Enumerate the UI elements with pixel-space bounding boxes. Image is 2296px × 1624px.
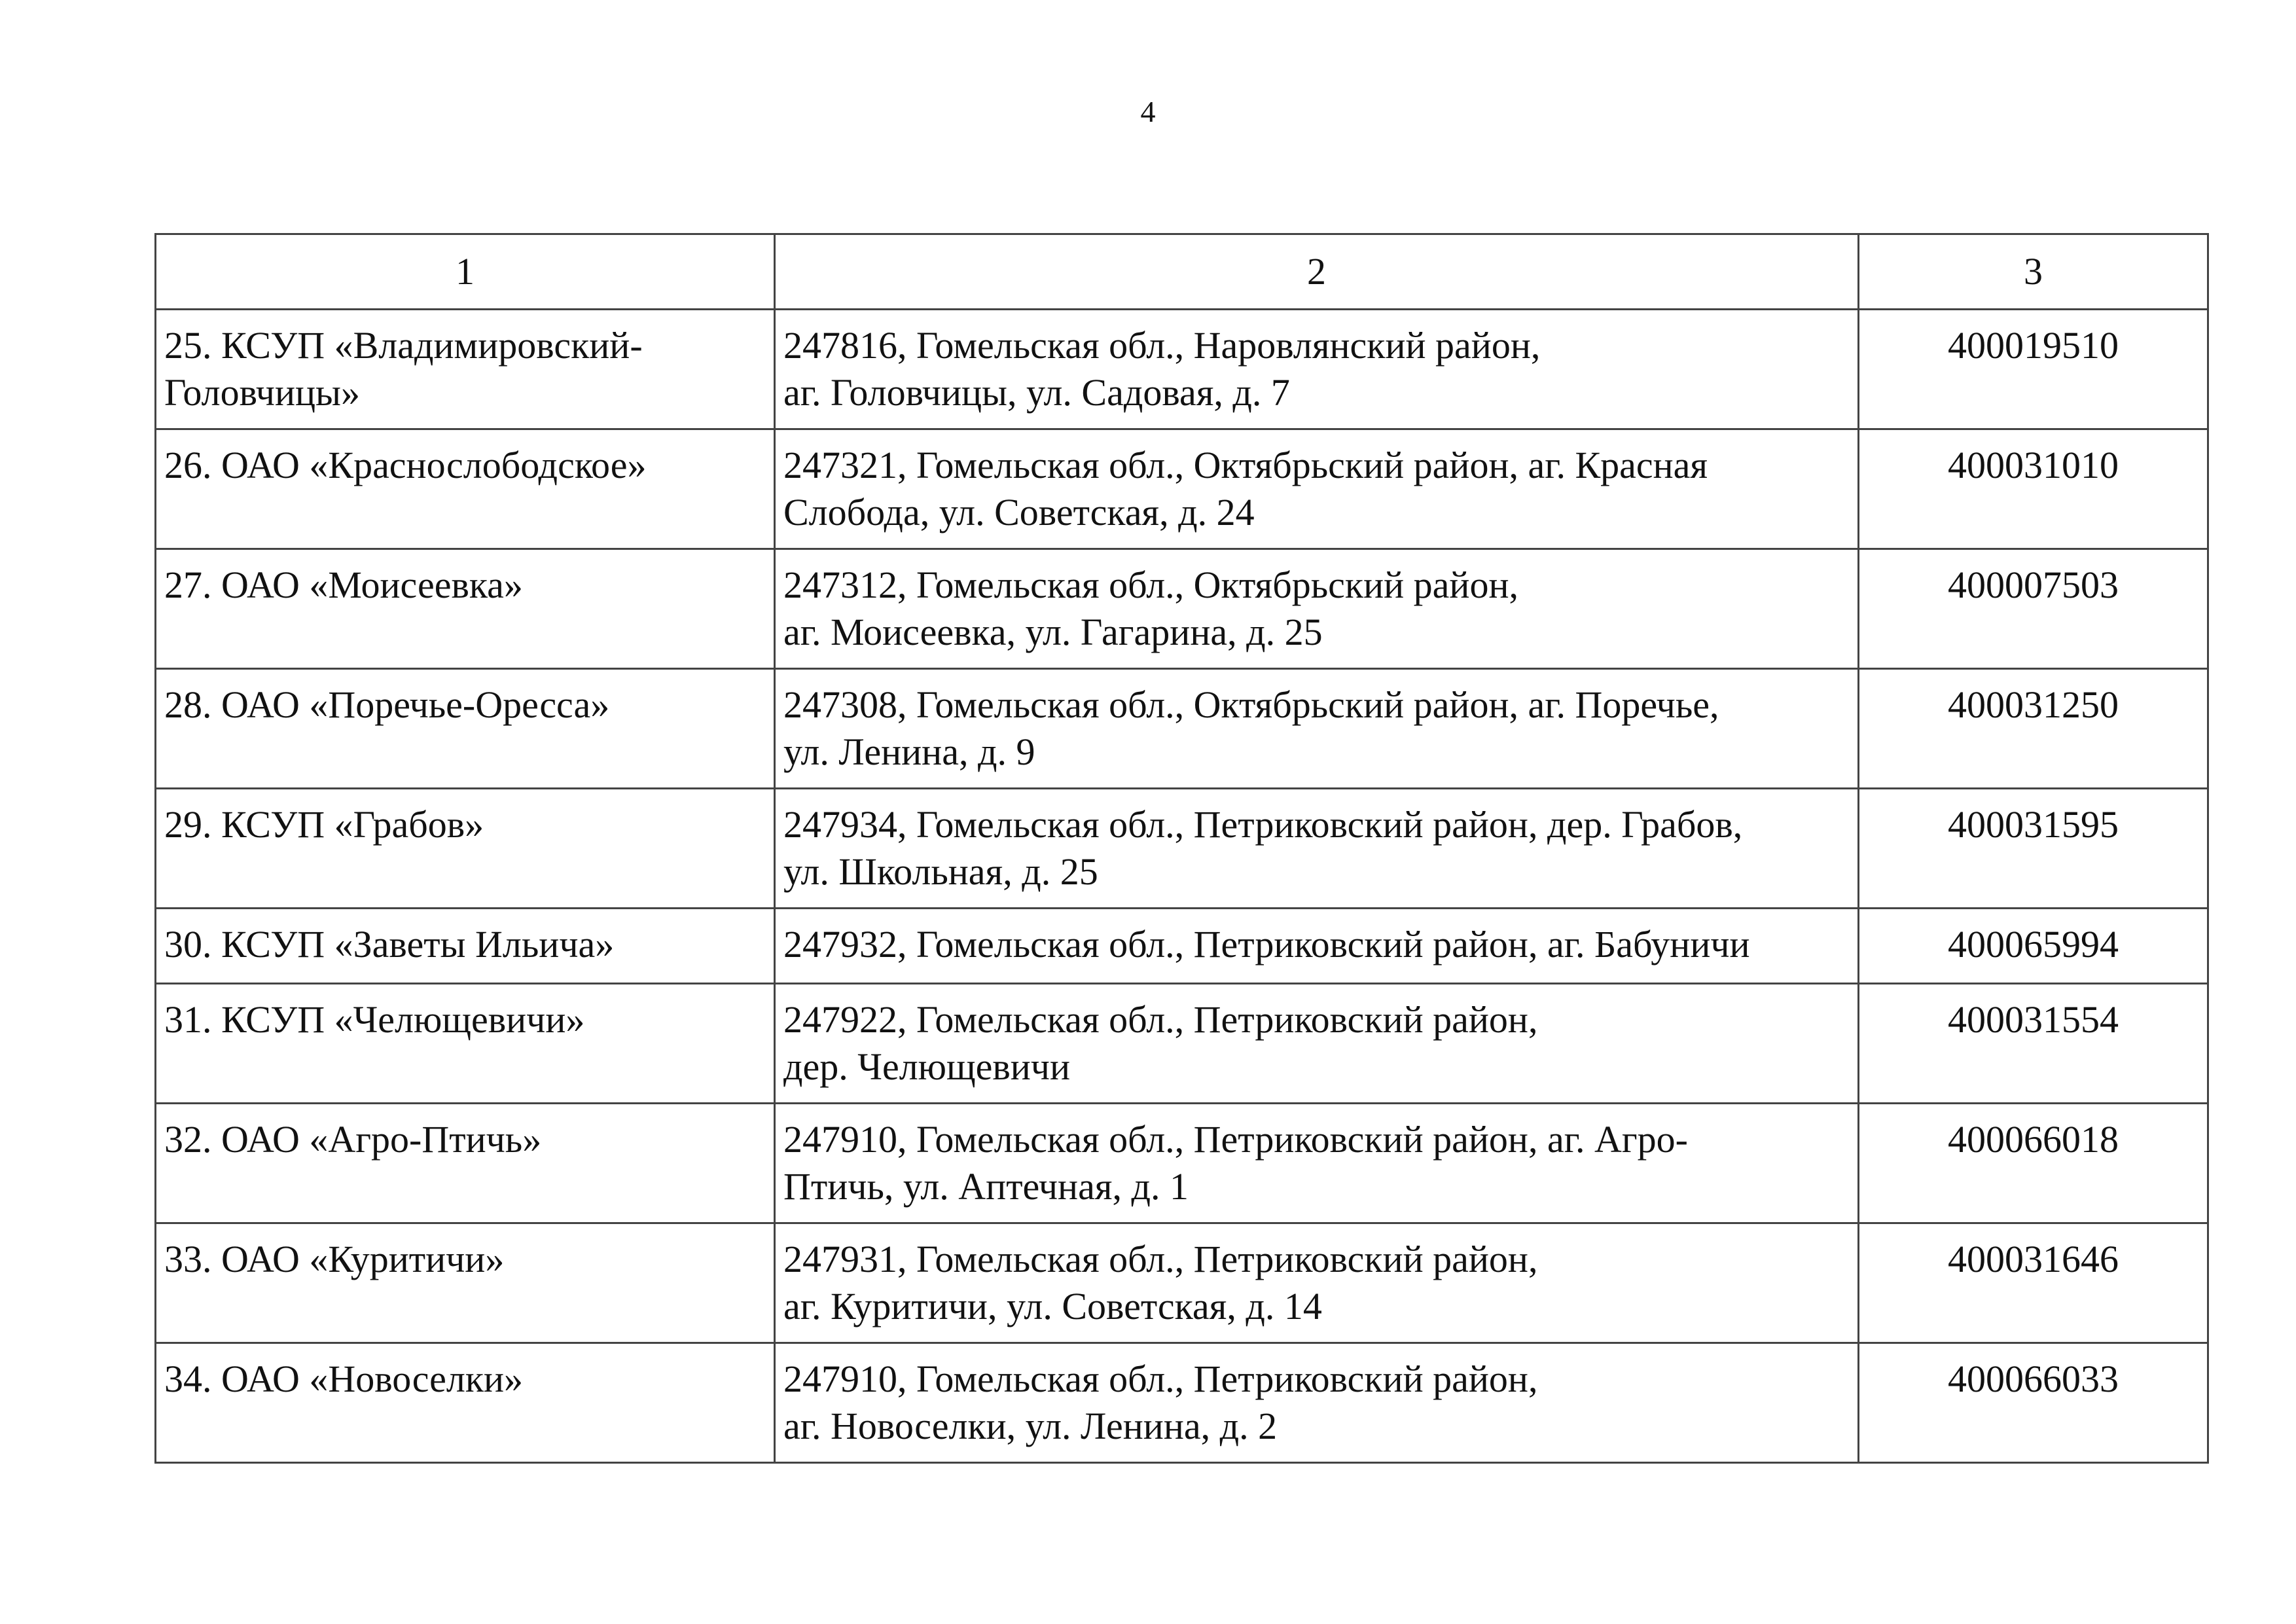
organizations-table (154, 233, 2209, 1464)
code-cell (1859, 549, 2208, 669)
table-row (156, 1104, 2208, 1223)
address-cell (775, 789, 1859, 909)
address-line: Слобода, ул. Советская, д. 24 (783, 491, 1255, 533)
code-cell (1859, 1343, 2208, 1463)
address-line: 247816, Гомельская обл., Наровлянский район, (783, 324, 1541, 367)
table-row (156, 789, 2208, 909)
organization-code: 400065994 (1948, 923, 2119, 965)
organization-code: 400066018 (1948, 1118, 2119, 1161)
address-cell (775, 909, 1859, 984)
page-number: 4 (1140, 95, 1156, 128)
organization-code: 400031010 (1948, 444, 2119, 486)
organization-code: 400031595 (1948, 803, 2119, 846)
address-cell (775, 1343, 1859, 1463)
organization-name-cell (156, 789, 775, 909)
organization-name-line: 27. ОАО «Моисеевка» (164, 564, 523, 606)
address-line: ул. Школьная, д. 25 (783, 850, 1098, 893)
organization-name-line: 31. КСУП «Челющевичи» (164, 998, 585, 1041)
address-cell (775, 669, 1859, 789)
organization-name-cell (156, 984, 775, 1104)
address-line: 247321, Гомельская обл., Октябрьский район, аг. Красная (783, 444, 1708, 486)
organization-name-line: 28. ОАО «Поречье-Оресса» (164, 683, 610, 726)
organization-name-line: 29. КСУП «Грабов» (164, 803, 484, 846)
table-header-row (156, 234, 2208, 310)
organization-name-line: 32. ОАО «Агро-Птичь» (164, 1118, 542, 1161)
address-cell (775, 984, 1859, 1104)
address-line: 247932, Гомельская обл., Петриковский район, аг. Бабуничи (783, 923, 1750, 965)
organization-code: 400007503 (1948, 564, 2119, 606)
column-header-3: 3 (1859, 234, 2208, 310)
address-line: 247934, Гомельская обл., Петриковский район, дер. Грабов, (783, 803, 1743, 846)
organization-name-line: 26. ОАО «Краснослободское» (164, 444, 647, 486)
address-line: аг. Моисеевка, ул. Гагарина, д. 25 (783, 611, 1323, 653)
address-line: 247312, Гомельская обл., Октябрьский район, (783, 564, 1518, 606)
organization-name-line: 33. ОАО «Куритичи» (164, 1238, 505, 1280)
table-row (156, 984, 2208, 1104)
organization-name-line: 25. КСУП «Владимировский- (164, 324, 643, 367)
table-row (156, 549, 2208, 669)
organization-name-cell (156, 909, 775, 984)
organization-name-line: 30. КСУП «Заветы Ильича» (164, 923, 615, 965)
organization-code: 400066033 (1948, 1358, 2119, 1400)
address-line: 247922, Гомельская обл., Петриковский район, (783, 998, 1538, 1041)
column-header-2: 2 (775, 234, 1859, 310)
organization-code: 400031646 (1948, 1238, 2119, 1280)
code-cell (1859, 909, 2208, 984)
organization-code: 400031250 (1948, 683, 2119, 726)
address-line: аг. Головчицы, ул. Садовая, д. 7 (783, 371, 1290, 414)
table-row (156, 1223, 2208, 1343)
organization-name-cell (156, 1104, 775, 1223)
organization-code: 400019510 (1948, 324, 2119, 367)
address-cell (775, 310, 1859, 429)
organization-name-cell (156, 669, 775, 789)
organization-name-cell (156, 1223, 775, 1343)
organization-name-cell (156, 429, 775, 549)
table-row (156, 310, 2208, 429)
code-cell (1859, 789, 2208, 909)
address-line: дер. Челющевичи (783, 1045, 1071, 1088)
address-line: аг. Куритичи, ул. Советская, д. 14 (783, 1285, 1322, 1327)
organization-code: 400031554 (1948, 998, 2119, 1041)
code-cell (1859, 1104, 2208, 1223)
code-cell (1859, 669, 2208, 789)
address-line: 247910, Гомельская обл., Петриковский район, (783, 1358, 1538, 1400)
address-line: 247910, Гомельская обл., Петриковский район, аг. Агро- (783, 1118, 1688, 1161)
organization-name-cell (156, 1343, 775, 1463)
table-body (156, 234, 2208, 1463)
code-cell (1859, 984, 2208, 1104)
organization-name-line: 34. ОАО «Новоселки» (164, 1358, 524, 1400)
address-line: 247308, Гомельская обл., Октябрьский район, аг. Поречье, (783, 683, 1719, 726)
column-header-1: 1 (156, 234, 775, 310)
organization-name-cell (156, 310, 775, 429)
address-line: Птичь, ул. Аптечная, д. 1 (783, 1165, 1189, 1208)
code-cell (1859, 429, 2208, 549)
address-line: ул. Ленина, д. 9 (783, 731, 1035, 773)
address-cell (775, 1223, 1859, 1343)
table-row (156, 429, 2208, 549)
address-cell (775, 429, 1859, 549)
address-line: 247931, Гомельская обл., Петриковский район, (783, 1238, 1538, 1280)
table-row (156, 909, 2208, 984)
address-cell (775, 1104, 1859, 1223)
code-cell (1859, 1223, 2208, 1343)
address-line: аг. Новоселки, ул. Ленина, д. 2 (783, 1405, 1278, 1447)
table-row (156, 669, 2208, 789)
organization-name-line: Головчицы» (164, 371, 361, 414)
address-cell (775, 549, 1859, 669)
organization-name-cell (156, 549, 775, 669)
table-row (156, 1343, 2208, 1463)
code-cell (1859, 310, 2208, 429)
